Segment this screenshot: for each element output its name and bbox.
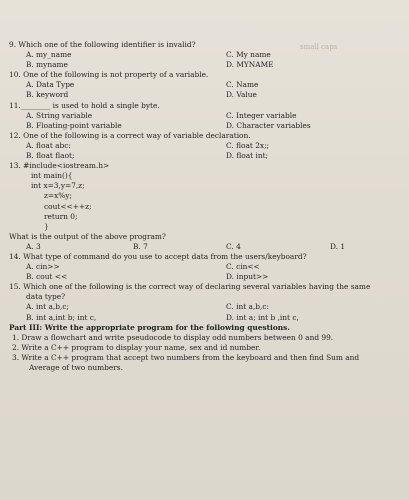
task-item: 2. Write a C++ program to display your name, sex and id number. (12, 342, 261, 352)
option-row (9, 121, 401, 131)
question-15 (9, 282, 401, 322)
option-a: A. String variable (26, 110, 93, 120)
option-b: B. int a,int b; int c, (26, 312, 97, 322)
option-c: C. Integer variable (226, 110, 297, 120)
option-row (9, 272, 401, 282)
option-d: D. int a; int b ,int c, (226, 312, 299, 322)
option-row (9, 111, 401, 121)
option-b: B. 7 (133, 241, 148, 251)
option-b: B. cout << (26, 272, 68, 282)
option-c: C. 4 (226, 241, 241, 251)
option-d: D. Character variables (226, 120, 311, 130)
question-stem: 14. What type of command do you use to accept data from the users/keyboard? (9, 251, 307, 261)
option-a: A. 3 (26, 241, 41, 251)
question-9 (9, 40, 401, 70)
question-stem: 10. One of the following is not property of a variable. (9, 70, 209, 80)
option-d: D. Value (226, 90, 257, 100)
option-a: A. float abc: (26, 140, 71, 150)
question-stem: 13. #include<iostream.h> (9, 161, 110, 171)
code-line: int main(){ (31, 171, 73, 181)
option-c: C. Name (226, 80, 259, 90)
option-c: C. My name (226, 50, 271, 60)
option-b: B. myname (26, 60, 68, 70)
question-12 (9, 131, 401, 161)
part-3 (9, 323, 401, 373)
question-stem: 9. Which one of the following identifier is invalid? (9, 40, 196, 49)
option-c: C. int a,b,c: (226, 302, 269, 312)
task-item: 3. Write a C++ program that accept two numbers from the keyboard and then find Sum and (12, 352, 360, 362)
question-13 (9, 161, 401, 252)
option-row (9, 262, 401, 272)
option-b: B. keyword (26, 90, 69, 100)
option-d: D. 1 (330, 241, 346, 251)
option-c: C. cin<< (226, 262, 260, 272)
option-b: B. float flaot; (26, 151, 75, 161)
option-b: B. Floating-point variable (26, 120, 122, 130)
option-d: D. input>> (226, 272, 269, 282)
code-line: } (44, 221, 49, 231)
option-a: A. Data Type (26, 80, 75, 90)
option-row (9, 141, 401, 151)
option-row (9, 151, 401, 161)
question-stem: 11.________ is used to hold a single byte. (9, 100, 160, 110)
option-row (9, 90, 401, 100)
code-line: cout<<++z; (44, 201, 92, 211)
option-row (9, 80, 401, 90)
option-c: C. float 2x;; (226, 140, 270, 150)
question-prompt: What is the output of the above program? (9, 231, 166, 241)
option-a: A. my_name (26, 50, 72, 60)
task-item-continued: Average of two numbers. (29, 363, 123, 372)
option-a: A. int a,b,c; (26, 302, 69, 312)
option-row (9, 50, 401, 60)
bleed-through-text: small caps (300, 43, 338, 51)
option-row (9, 302, 401, 312)
question-stem-continued: data type? (26, 292, 66, 302)
question-10 (9, 70, 401, 100)
code-line: z=x%y; (44, 191, 72, 201)
option-row (9, 242, 401, 252)
code-line: return 0; (44, 211, 78, 221)
section-heading: Part III: Write the appropriate program for the following questions. (9, 322, 290, 332)
option-d: D. float int; (226, 151, 269, 161)
option-row (9, 60, 401, 70)
task-item: 1. Draw a flowchart and write pseudocode to display odd numbers between 0 and 99. (12, 332, 334, 342)
option-d: D. MYNAME (226, 60, 274, 70)
code-line: int x=3,y=7,z; (31, 181, 85, 191)
question-stem: 12. One of the following is a correct way of variable declaration. (9, 130, 251, 140)
question-stem: 15. Which one of the following is the correct way of declaring several variables having the same (9, 282, 371, 292)
option-row (9, 313, 401, 323)
option-a: A. cin>> (26, 262, 60, 272)
question-11 (9, 101, 401, 131)
question-14 (9, 252, 401, 282)
